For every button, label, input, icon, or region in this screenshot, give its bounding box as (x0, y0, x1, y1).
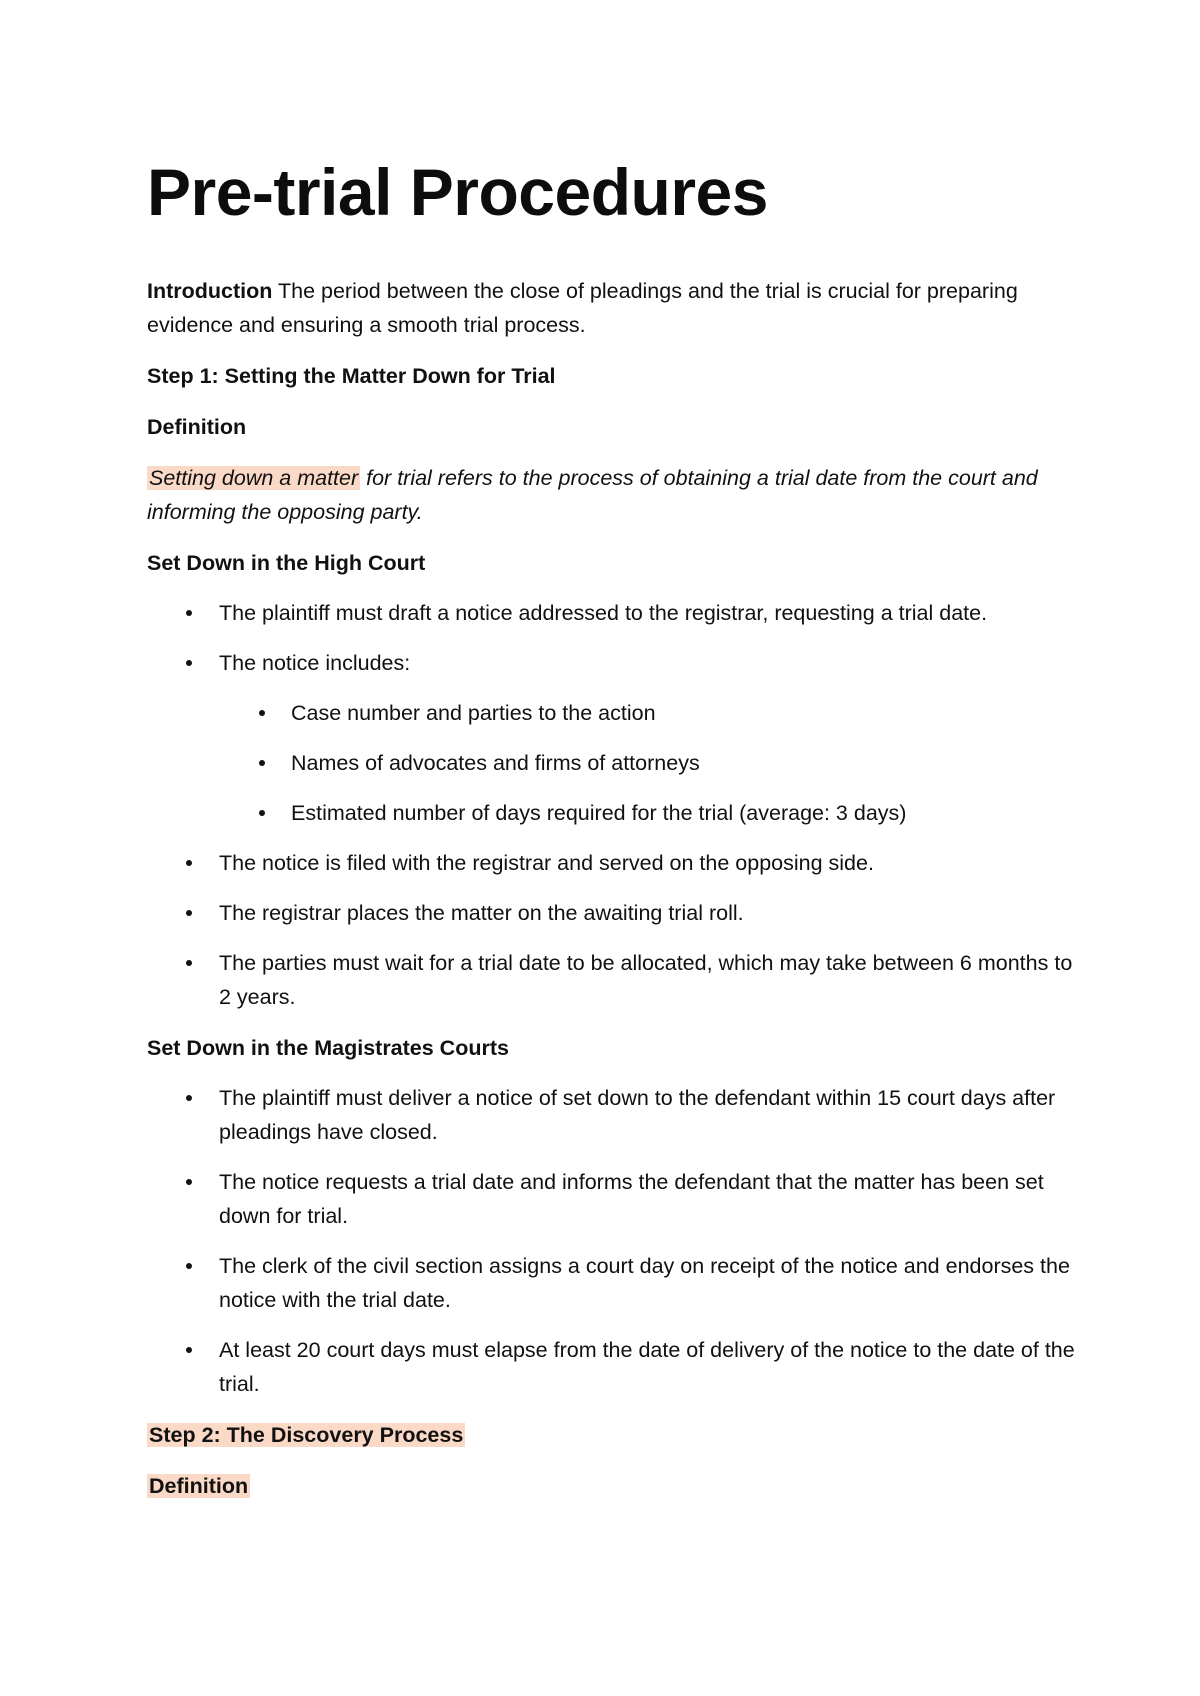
intro-label: Introduction (147, 279, 273, 303)
step1-definition-heading: Definition (147, 415, 247, 439)
high-court-heading: Set Down in the High Court (147, 551, 426, 575)
intro-text: The period between the close of pleadings and the trial is crucial for preparing evidence and ensuring a smooth trial process. (147, 279, 1018, 337)
high-court-list-continued (147, 846, 1077, 1014)
list-item: The notice requests a trial date and informs the defendant that the matter has been set down for trial. (147, 1165, 1077, 1233)
step2-heading-text: Step 2: The Discovery Process (149, 1423, 464, 1447)
magistrates-list (147, 1081, 1077, 1401)
notice-includes-list (147, 696, 1077, 830)
step1-heading: Step 1: Setting the Matter Down for Trial (147, 364, 556, 388)
list-item: The clerk of the civil section assigns a court day on receipt of the notice and endorses the notice with the trial date. (147, 1249, 1077, 1317)
list-item: At least 20 court days must elapse from the date of delivery of the notice to the date of the trial. (147, 1333, 1077, 1401)
list-item: The notice includes: (147, 646, 1077, 680)
document-body (147, 150, 1077, 1503)
sub-list-item: Case number and parties to the action (219, 696, 1077, 730)
step2-heading (147, 1418, 1077, 1452)
intro-paragraph (147, 274, 1077, 342)
step2-definition-text: Definition (149, 1474, 249, 1498)
page-title: Pre-trial Procedures (147, 155, 768, 229)
list-item: The plaintiff must draft a notice addressed to the registrar, requesting a trial date. (147, 596, 1077, 630)
sub-list-item: Names of advocates and firms of attorneys (219, 746, 1077, 780)
list-item: The plaintiff must deliver a notice of set down to the defendant within 15 court days after pleadings have closed. (147, 1081, 1077, 1149)
high-court-list (147, 596, 1077, 680)
list-item: The parties must wait for a trial date to be allocated, which may take between 6 months to 2 years. (147, 946, 1077, 1014)
step2-definition-heading (147, 1469, 1077, 1503)
list-item: The registrar places the matter on the awaiting trial roll. (147, 896, 1077, 930)
definition-rest: for trial refers to the process of obtaining a trial date from the court and informing the opposing party. (147, 466, 1038, 524)
sub-list-item: Estimated number of days required for the trial (average: 3 days) (219, 796, 1077, 830)
definition-highlight: Setting down a matter (149, 466, 359, 490)
magistrates-heading: Set Down in the Magistrates Courts (147, 1036, 509, 1060)
step1-definition-text (147, 461, 1077, 529)
list-item: The notice is filed with the registrar and served on the opposing side. (147, 846, 1077, 880)
